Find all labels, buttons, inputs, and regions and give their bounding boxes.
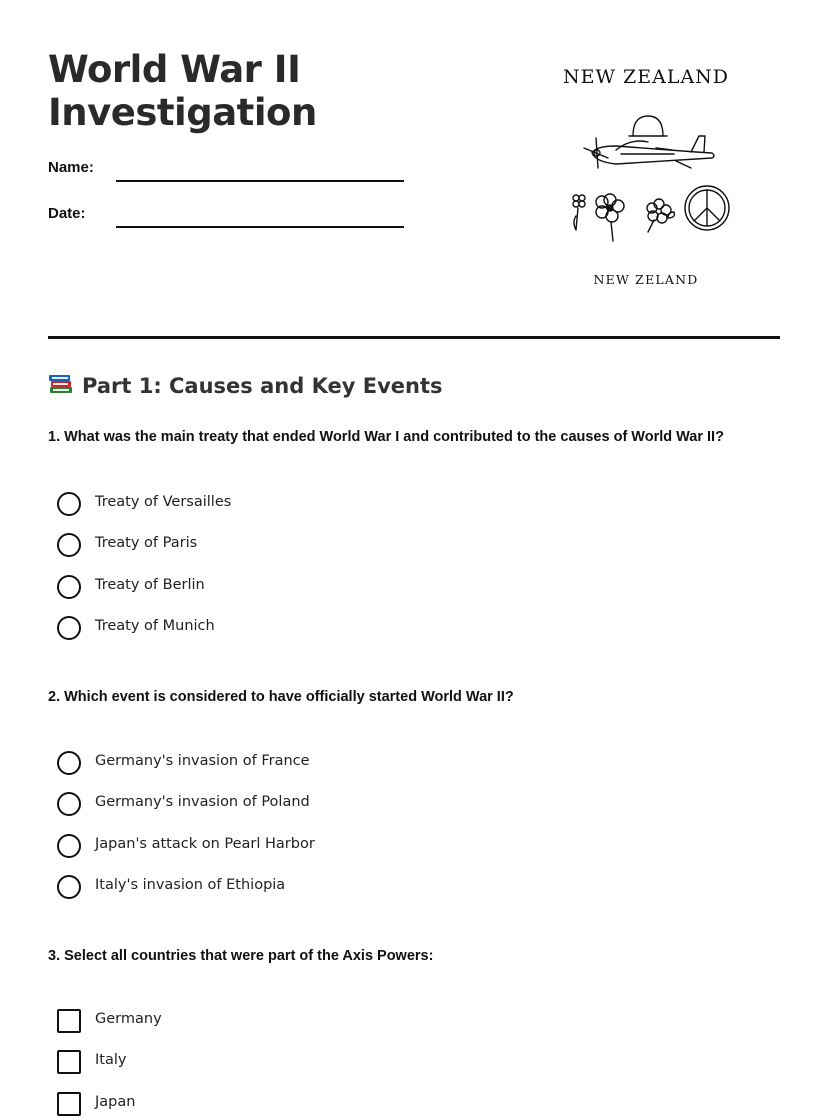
logo-illustration (556, 106, 736, 246)
poppy-icon (647, 199, 674, 232)
option-label: Germany's invasion of France (95, 753, 310, 769)
question-3: 3. Select all countries that were part of the Axis Powers: (48, 948, 434, 964)
radio-button[interactable] (57, 875, 81, 899)
radio-button[interactable] (57, 575, 81, 599)
option-label: Italy (95, 1052, 127, 1068)
option-label: Japan's attack on Pearl Harbor (95, 836, 315, 852)
title-line-1: World War II (48, 48, 301, 91)
radio-button[interactable] (57, 492, 81, 516)
page-title (48, 48, 317, 134)
logo-bottom-text: NEW ZELAND (593, 272, 699, 287)
date-label: Date: (48, 205, 86, 222)
radio-button[interactable] (57, 751, 81, 775)
date-field[interactable] (116, 226, 404, 228)
option-label: Treaty of Munich (95, 618, 215, 634)
helmet-icon (629, 116, 667, 136)
option-label: Japan (95, 1094, 136, 1110)
name-label: Name: (48, 159, 94, 176)
option-label: Germany (95, 1011, 162, 1027)
section-heading (48, 372, 443, 401)
radio-button[interactable] (57, 616, 81, 640)
plane-icon (584, 136, 714, 168)
peace-icon (685, 186, 729, 230)
option-label: Treaty of Berlin (95, 577, 205, 593)
logo-top-text: NEW ZEALAND (562, 66, 730, 88)
header-divider (48, 336, 780, 339)
radio-button[interactable] (57, 533, 81, 557)
option-label: Treaty of Versailles (95, 494, 232, 510)
checkbox[interactable] (57, 1050, 81, 1074)
books-icon (48, 372, 74, 401)
question-1: 1. What was the main treaty that ended World War I and contributed to the causes of World War II? (48, 429, 724, 445)
option-label: Italy's invasion of Ethiopia (95, 877, 286, 893)
radio-button[interactable] (57, 834, 81, 858)
poppy-icon (596, 194, 624, 241)
poppy-icon (573, 195, 585, 230)
new-zealand-logo (556, 62, 736, 297)
checkbox[interactable] (57, 1009, 81, 1033)
checkbox[interactable] (57, 1092, 81, 1116)
option-label: Treaty of Paris (95, 535, 198, 551)
option-label: Germany's invasion of Poland (95, 794, 310, 810)
radio-button[interactable] (57, 792, 81, 816)
title-line-2: Investigation (48, 91, 317, 134)
name-field[interactable] (116, 180, 404, 182)
section-heading-label: Part 1: Causes and Key Events (82, 374, 443, 398)
question-2: 2. Which event is considered to have officially started World War II? (48, 689, 514, 705)
